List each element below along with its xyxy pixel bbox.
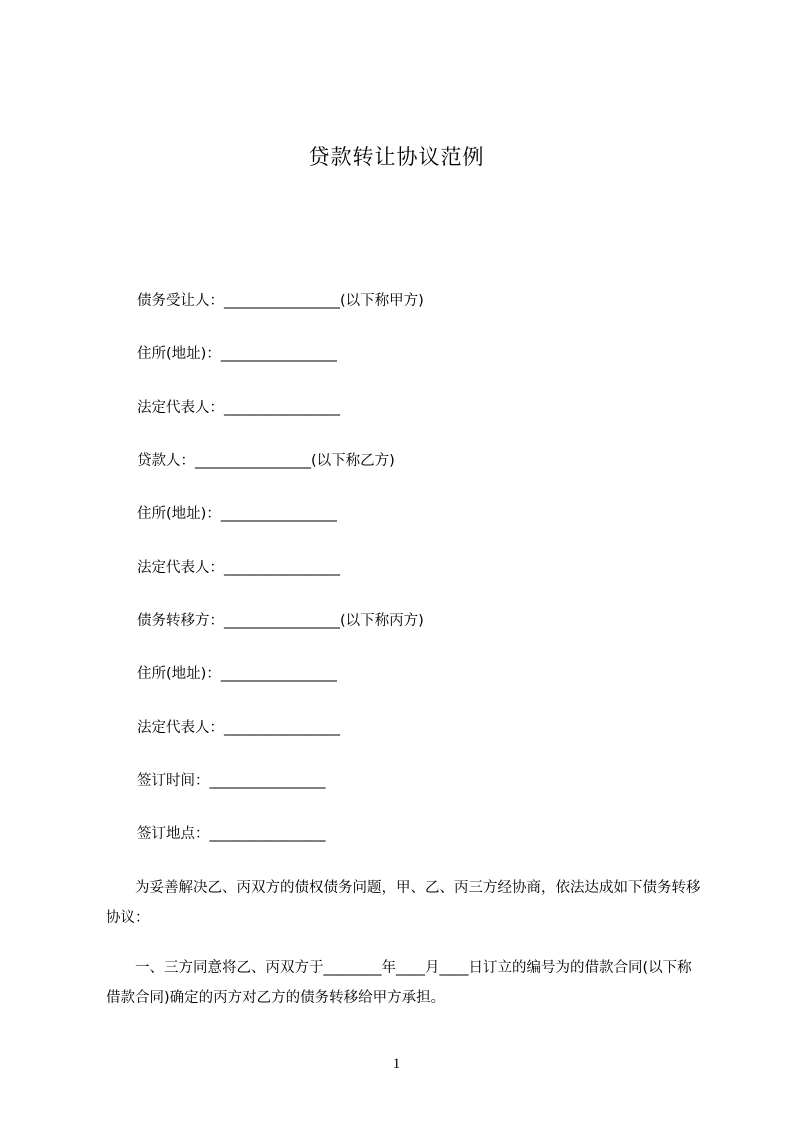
field-assignee: 债务受让人：________________(以下称甲方) xyxy=(137,293,424,309)
field-signing-place: 签订地点：________________ xyxy=(137,826,326,842)
field-lender: 贷款人：________________(以下称乙方) xyxy=(137,453,395,469)
field-assignee-representative: 法定代表人：________________ xyxy=(137,400,340,416)
field-assignee-address: 住所(地址)：________________ xyxy=(137,346,337,362)
page-number: 1 xyxy=(392,1056,401,1072)
field-transferor-representative: 法定代表人：________________ xyxy=(137,720,340,736)
paragraph-preamble: 为妥善解决乙、丙双方的债权债务问题，甲、乙、丙三方经协商，依法达成如下债务转移协议： xyxy=(106,880,701,926)
field-lender-address: 住所(地址)：________________ xyxy=(137,506,337,522)
field-lender-representative: 法定代表人：________________ xyxy=(137,560,340,576)
field-transferor-address: 住所(地址)：________________ xyxy=(137,666,337,682)
field-signing-time: 签订时间：________________ xyxy=(137,773,326,789)
field-transferor: 债务转移方：________________(以下称丙方) xyxy=(137,613,424,629)
paragraph-clause-1: 一、三方同意将乙、丙双方于________年____月____日订立的编号为的借款合同(以下称借款合同)确定的丙方对乙方的债务转移给甲方承担。 xyxy=(106,960,692,1006)
page-title: 贷款转让协议范例 xyxy=(308,145,485,169)
